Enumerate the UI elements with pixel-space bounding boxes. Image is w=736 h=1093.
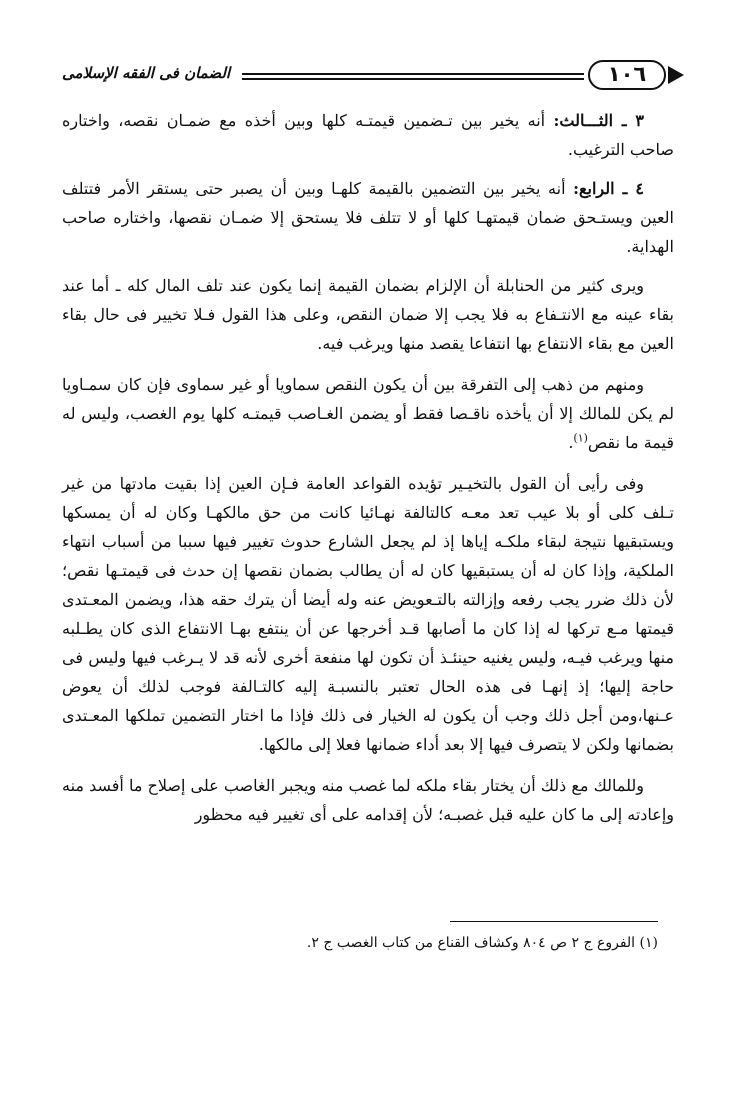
header-double-rule: [242, 73, 584, 80]
paragraph-text: وفى رأيى أن القول بالتخيـير تؤيده القواعد العامة فـإن العين إذا بقيت مادتها من غير تـلف كلى أو بلا عيب تعد معـه كالتالفة نهـائيا كانت من حق مالكهـا وكان له أن يمسكها ويستبقيها نتيجة لبقاء ملكـه إياها إذ لم يجعل الشارع حدوث تغيير فيها سببا من أسباب انتهاء الملكية، وإذا كان له أن يستبقيها كان له أن يطالب بضمان نقصها إن حدث فى قيمتـها نقص؛ لأن ذلك ضرر يجب رفعه وإزالته بالتـعويض عنه وله أيضا أن يترك حقه هذا، ويضمن المعـتدى قيمتها مـع تركها له إذا كان ما أصابها قـد أخرجها عن أن ينتفع بهـا الانتفاع الذى كان يطـلبه منها ويرغب فيـه، وليس يغنيه حينئـذ أن تكون لها منفعة أخرى لأنه قد لا يـرغب فيها وليس فى حاجة إليها؛ إذ إنهـا فى هذه الحال تعتبر بالنسبـة إليه كالتـالفة فوجب لذلك أن يعوض عـنها،ومن أجل ذلك وجب أن يكون له الخيار فى ذلك فإذا ما اختار التضمين تملكها المعـتدى بضمانها ولكن لا يتصرف فيها إلا بعد أداء ضمانها فعلا إلى مالكها.: [62, 474, 674, 754]
arrow-icon: [668, 66, 684, 84]
page-header: [62, 60, 684, 94]
main-text: [62, 106, 674, 841]
paragraph-text: وللمالك مع ذلك أن يختار بقاء ملكه لما غصب منه ويجبر الغاصب على إصلاح ما أفسد منه وإعادته إلى ما كان عليه قبل غصبـه؛ لأن إقدامه على أى تغيير فيه محظور: [62, 776, 674, 824]
paragraph-text: ومنهم من ذهب إلى التفرقة بين أن يكون النقص سماويا أو غير سماوى فإن كان سمـاويا لم يكن للمالك إلا أن يأخذه ناقـصا فقط أو يضمن الغـاصب قيمتـه كلها يوم الغصب، وليس له قيمة ما نقص: [62, 375, 674, 452]
paragraph-text: أنه يخير بين التضمين بالقيمة كلهـا وبين أن يصبر حتى يستقر الأمر فتتلف العين ويستـحق ضمان قيمتهـا كلها أو لا تتلف فلا يستحق إلا ضمـان نقصها، واختاره صاحب الهداية.: [62, 179, 674, 256]
footnote-text: (١) الفروع ج ٢ ص ٨٠٤ وكشاف القناع من كتاب الغصب ج ٢.: [306, 935, 658, 951]
paragraph-hanbali-view: [62, 271, 674, 358]
footnote-reference[interactable]: (١): [573, 431, 588, 445]
paragraph-owner-option: [62, 771, 674, 829]
paragraph-third-opinion: [62, 106, 674, 164]
paragraph-distinction: [62, 370, 674, 457]
page-number-badge: [588, 60, 666, 90]
paragraph-fourth-opinion: [62, 174, 674, 261]
paragraph-text: ويرى كثير من الحنابلة أن الإلزام بضمان القيمة إنما يكون عند تلف المال كله ـ أما عند بقاء عينه مع الانتـفاع به فلا يجب إلا ضمان النقص، وعلى هذا القول فـلا تخيير فى حال بقاء العين مع بقاء الانتفاع بها انتفاعا يقصد منها ويرغب فيه.: [62, 276, 674, 353]
page-number: ١٠٦: [607, 62, 647, 86]
running-title: الضمان فى الفقه الإسلامى: [62, 64, 231, 82]
footnote-divider: [450, 921, 658, 922]
footnote: [100, 932, 658, 954]
paragraph-text: أنه يخير بين تـضمين قيمتـه كلها وبين أخذه مع ضمـان نقصه، واختاره صاحب الترغيب.: [62, 111, 674, 159]
paragraph-lead: ٣ ـ الثـــالث:: [553, 111, 645, 130]
paragraph-author-opinion: [62, 469, 674, 759]
paragraph-tail: .: [568, 433, 574, 452]
paragraph-lead: ٤ ـ الرابع:: [573, 179, 644, 198]
